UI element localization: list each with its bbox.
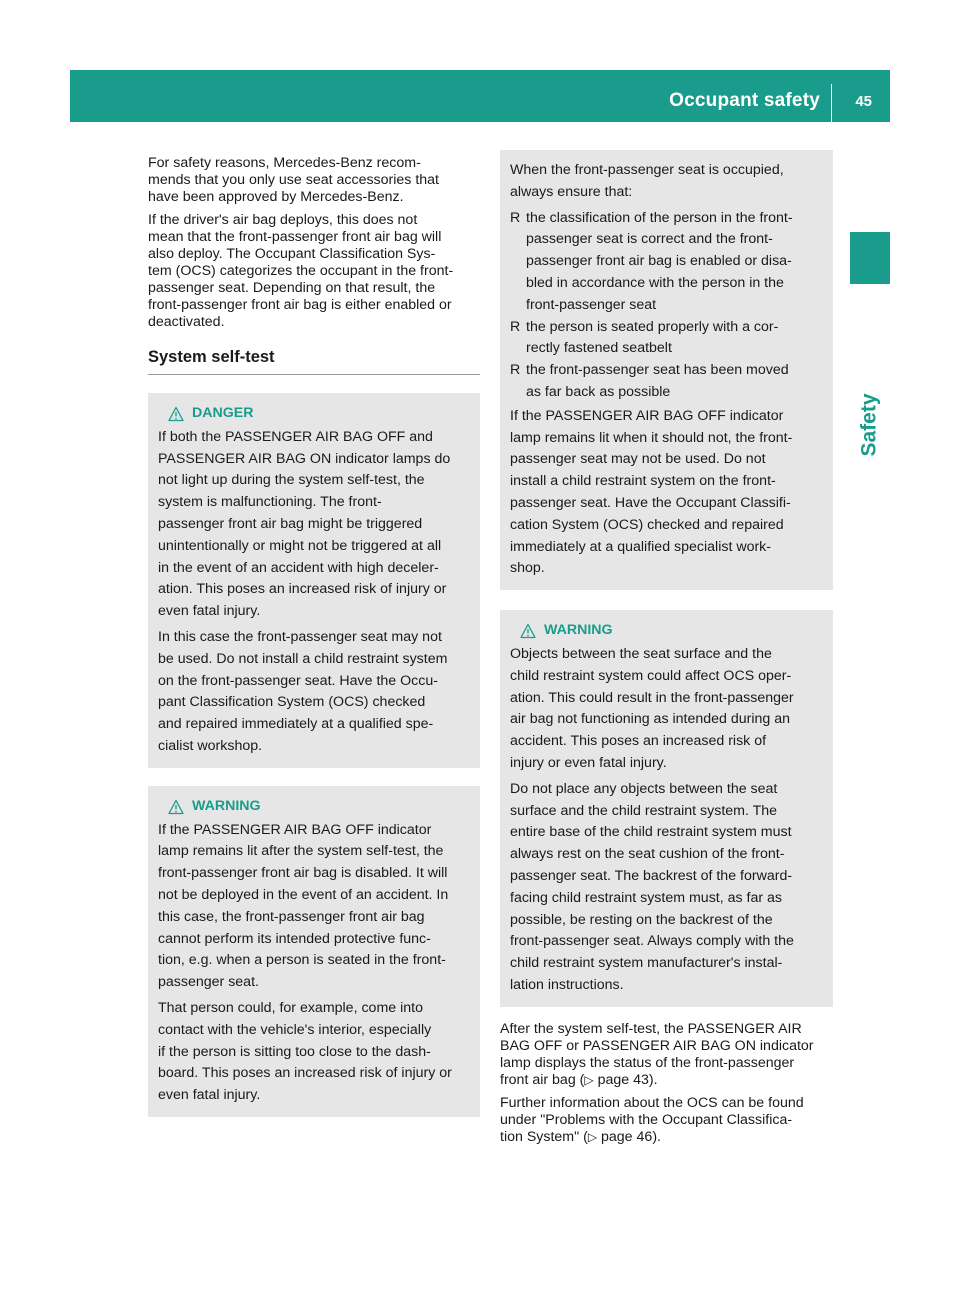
warning-triangle-icon bbox=[168, 406, 184, 422]
section-tab-text: Safety bbox=[858, 393, 881, 457]
warning-paragraph-1: If the PASSENGER AIR BAG OFF indicator lamp remains lit after the system self-test, the front-passenger front air bag is disabled. It will not be deployed in the event of an accident. In this case, the front-passenger front air bag cannot perform its intended protective func- tion, e.g. when a person is seated in the front- passenger seat. bbox=[158, 821, 449, 991]
list-item-text: the classification of the person in the front- passenger seat is correct and the front- passenger front air bag is enabled or disa- bled in accordance with the person in the front-passenger seat bbox=[526, 209, 793, 313]
warning-triangle-icon bbox=[168, 799, 184, 815]
status-text: After the system self-test, the PASSENGER AIR BAG OFF or PASSENGER AIR BAG ON indicator lamp displays the status of the front-passenger front air bag ( bbox=[500, 1020, 814, 1088]
page-reference-link[interactable]: page 43 bbox=[597, 1071, 649, 1088]
warning-title bbox=[510, 620, 823, 642]
danger-box bbox=[148, 393, 480, 768]
cross-reference-arrow-icon: ▷ bbox=[584, 1072, 594, 1087]
warning-box-selftest bbox=[148, 786, 480, 1117]
warning-label: WARNING bbox=[544, 622, 613, 639]
section-tab-marker bbox=[850, 232, 890, 284]
status-text-end: ). bbox=[648, 1071, 658, 1088]
warning-title bbox=[158, 796, 470, 818]
occupied-intro: When the front-passenger seat is occupied, always ensure that: bbox=[510, 162, 784, 200]
list-item-text: the person is seated properly with a cor- rectly fastened seatbelt bbox=[526, 318, 779, 357]
page-number: 45 bbox=[855, 93, 872, 110]
cross-reference-arrow-icon: ▷ bbox=[587, 1129, 598, 1144]
danger-title bbox=[158, 403, 470, 425]
left-column bbox=[148, 155, 480, 1117]
header-divider bbox=[831, 84, 832, 122]
warning-triangle-icon bbox=[520, 623, 536, 639]
further-info-text-end: ). bbox=[652, 1128, 661, 1145]
danger-paragraph-1: If both the PASSENGER AIR BAG OFF and PASSENGER AIR BAG ON indicator lamps do not light up during the system self-test, the system is malfunctioning. The front- passenger front air bag might be triggered unintentionally or might not be triggered at all in the event of an accident with high deceler- ation. This poses an increased risk of injury or even fatal injury. bbox=[158, 428, 451, 620]
list-item bbox=[510, 317, 823, 361]
danger-paragraph-2: In this case the front-passenger seat may not be used. Do not install a child restraint system on the front-passenger seat. Have the Occu- pant Classification System (OCS) checked and repaired immediately at a qualified spe- cialist workshop. bbox=[158, 628, 448, 754]
list-item bbox=[510, 360, 823, 404]
page-header bbox=[70, 70, 890, 122]
right-column bbox=[500, 150, 833, 1152]
further-info-paragraph bbox=[500, 1095, 833, 1146]
bullet-mark: R bbox=[510, 362, 521, 379]
list-item-text: the front-passenger seat has been moved as far back as possible bbox=[526, 362, 789, 400]
bullet-mark: R bbox=[510, 209, 521, 226]
occupied-seat-box bbox=[500, 150, 833, 590]
warning-box-objects bbox=[500, 610, 833, 1007]
warning-paragraph-1: Objects between the seat surface and the child restraint system could affect OCS oper- ation. This could result in the front-passenger air bag not functioning as intended during an accident. This poses an increased risk of injury or even fatal injury. bbox=[510, 645, 794, 771]
page-reference-link[interactable]: page 46 bbox=[601, 1128, 653, 1145]
section-heading: System self-test bbox=[148, 346, 480, 375]
warning-paragraph-2: That person could, for example, come into contact with the vehicle's interior, especially if the person is sitting too close to the dash- board. This poses an increased risk of injury or even fatal injury. bbox=[158, 999, 452, 1104]
warning-label: WARNING bbox=[192, 797, 261, 814]
chapter-title: Occupant safety bbox=[669, 90, 820, 111]
status-paragraph bbox=[500, 1021, 833, 1089]
warning-paragraph-2: Do not place any objects between the seat surface and the child restraint system. The entire base of the child restraint system must always rest on the seat cushion of the front- passenger seat. The backrest of the forward- facing child restraint system must, as far as possible, be resting on the backrest of the front-passenger seat. Always comply with the child restraint system manufacturer's instal- lation instructions. bbox=[510, 780, 794, 993]
danger-label: DANGER bbox=[192, 405, 254, 421]
bullet-mark: R bbox=[510, 318, 521, 335]
intro-paragraph: For safety reasons, Mercedes-Benz recom- mends that you only use seat accessories that have been approved by Mercedes-Benz. bbox=[148, 155, 440, 205]
lamp-lit-paragraph: If the PASSENGER AIR BAG OFF indicator lamp remains lit when it should not, the front- passenger seat may not be used. Do not install a child restraint system on the front- passenger seat. Have the Occupant Classifi- cation System (OCS) checked and repaired immediately at a qualified specialist work- shop. bbox=[510, 407, 793, 577]
list-item bbox=[510, 208, 823, 317]
check-list bbox=[510, 208, 823, 404]
further-info-text: Further information about the OCS can be found under "Problems with the Occupant Classifica- tion System" ( bbox=[500, 1094, 804, 1145]
airbag-paragraph: If the driver's air bag deploys, this does not mean that the front-passenger front air bag will also deploy. The Occupant Classification Sys- tem (OCS) categorizes the occupant in the front- passenger seat. Depending on that result, the front-passenger front air bag is either enabled or deactivated. bbox=[148, 212, 454, 330]
section-tab-label bbox=[852, 380, 888, 470]
